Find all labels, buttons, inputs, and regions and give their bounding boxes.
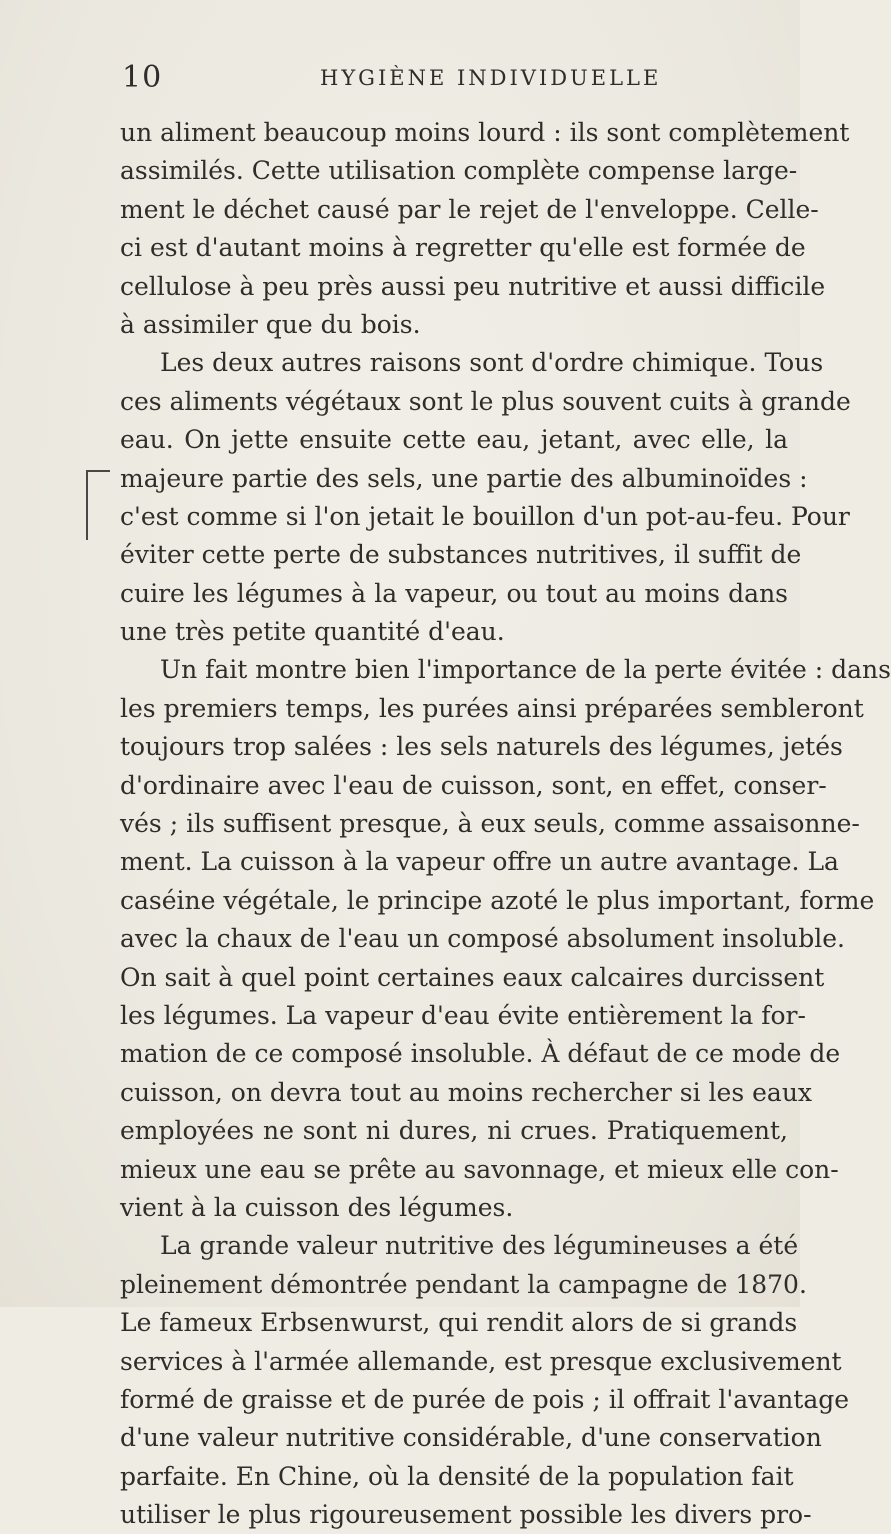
text-line: majeure partie des sels, une partie des albuminoïdes : xyxy=(120,463,808,493)
text-line: parfaite. En Chine, où la densité de la population fait xyxy=(120,1461,794,1491)
text-line: les premiers temps, les purées ainsi préparées sembleront xyxy=(120,693,864,723)
page-header xyxy=(120,60,780,100)
text-line: d'ordinaire avec l'eau de cuisson, sont, en effet, conser- xyxy=(120,770,827,800)
text-line: vient à la cuisson des légumes. xyxy=(120,1192,514,1222)
text-line: utiliser le plus rigoureusement possible les divers pro- xyxy=(120,1500,812,1530)
text-line: ci est d'autant moins à regretter qu'elle est formée de xyxy=(120,233,806,263)
text-line: c'est comme si l'on jetait le bouillon d'un pot-au-feu. Pour xyxy=(120,501,850,531)
text-line: La grande valeur nutritive des légumineuses a été xyxy=(160,1231,799,1261)
text-line: formé de graisse et de purée de pois ; il offrait l'avantage xyxy=(120,1384,850,1414)
text-line: assimilés. Cette utilisation complète compense large- xyxy=(120,156,798,186)
text-line: ment. La cuisson à la vapeur offre un autre avantage. La xyxy=(120,847,839,877)
text-line: éviter cette perte de substances nutritives, il suffit de xyxy=(120,540,802,570)
text-line: caséine végétale, le principe azoté le plus important, forme xyxy=(120,885,875,915)
margin-dash-mark xyxy=(88,470,110,472)
text-line: ces aliments végétaux sont le plus souvent cuits à grande xyxy=(120,386,851,416)
text-line: Les deux autres raisons sont d'ordre chimique. Tous xyxy=(160,348,824,378)
text-line: les légumes. La vapeur d'eau évite entièrement la for- xyxy=(120,1000,806,1030)
text-line: avec la chaux de l'eau un composé absolument insoluble. xyxy=(120,924,845,954)
text-line: une très petite quantité d'eau. xyxy=(120,617,505,647)
text-line: d'une valeur nutritive considérable, d'une conservation xyxy=(120,1423,822,1453)
page-number: 10 xyxy=(122,60,163,95)
text-line: cuisson, on devra tout au moins rechercher si les eaux xyxy=(120,1077,813,1107)
text-line: mieux une eau se prête au savonnage, et mieux elle con- xyxy=(120,1154,839,1184)
text-line: services à l'armée allemande, est presque exclusivement xyxy=(120,1346,842,1376)
margin-rule-mark xyxy=(86,470,88,540)
text-line: cellulose à peu près aussi peu nutritive et aussi difficile xyxy=(120,271,826,301)
text-line: cuire les légumes à la vapeur, ou tout au moins dans xyxy=(120,578,788,608)
text-line: employées ne sont ni dures, ni crues. Pratiquement, xyxy=(120,1116,788,1146)
body-text xyxy=(120,114,891,1534)
text-line: toujours trop salées : les sels naturels des légumes, jetés xyxy=(120,732,843,762)
text-line: Le fameux Erbsenwurst, qui rendit alors de si grands xyxy=(120,1308,798,1338)
text-line: à assimiler que du bois. xyxy=(120,309,421,339)
text-line: vés ; ils suffisent presque, à eux seuls, comme assaisonne- xyxy=(120,809,860,839)
text-line: Un fait montre bien l'importance de la perte évitée : dans xyxy=(160,655,891,685)
text-line: un aliment beaucoup moins lourd : ils sont complètement xyxy=(120,118,850,147)
text-line: mation de ce composé insoluble. À défaut de ce mode de xyxy=(120,1039,841,1069)
text-line: On sait à quel point certaines eaux calcaires durcissent xyxy=(120,962,825,992)
running-title: HYGIÈNE INDIVIDUELLE xyxy=(320,66,662,90)
text-line: ment le déchet causé par le rejet de l'enveloppe. Celle- xyxy=(120,194,819,224)
text-line: pleinement démontrée pendant la campagne de 1870. xyxy=(120,1269,807,1299)
text-line: eau. On jette ensuite cette eau, jetant, avec elle, la xyxy=(120,425,788,455)
